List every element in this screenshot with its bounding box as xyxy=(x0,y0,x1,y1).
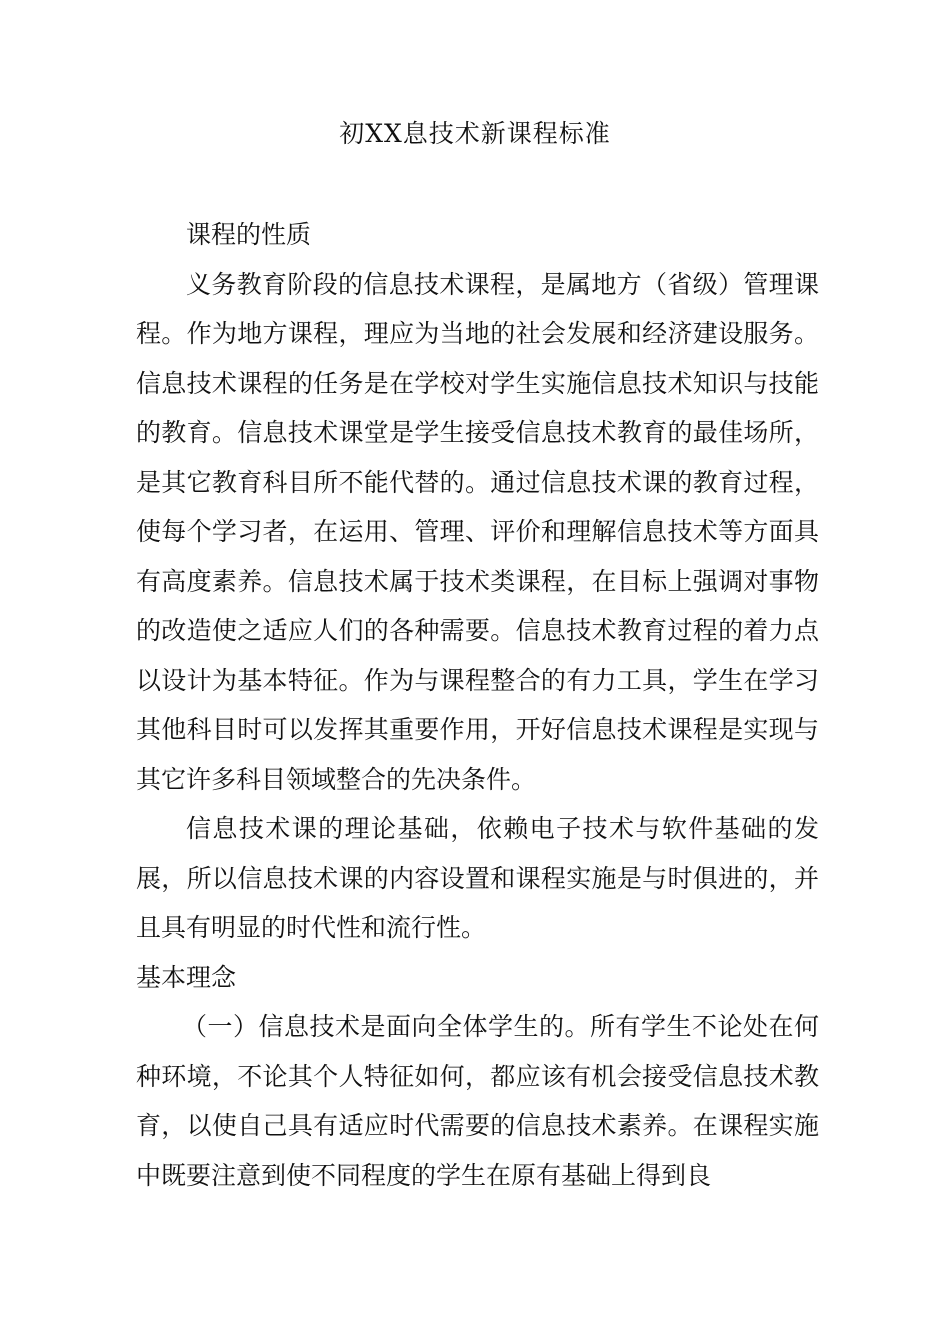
paragraph-concepts-1: （一）信息技术是面向全体学生的。所有学生不论处在何种环境，不论其个人特征如何，都应该有机会接受信息技术教育，以使自己具有适应时代需要的信息技术素养。在课程实施中既要注意到使不同程度的学生在原有基础上得到良 xyxy=(136,1012,819,1190)
section-heading-nature: 课程的性质 xyxy=(186,220,312,249)
document-title: 初XX息技术新课程标准 xyxy=(339,119,611,148)
section-heading-concepts: 基本理念 xyxy=(136,962,237,992)
paragraph-nature-1: 义务教育阶段的信息技术课程，是属地方（省级）管理课程。作为地方课程，理应为当地的社会发展和经济建设服务。信息技术课程的任务是在学校对学生实施信息技术知识与技能的教育。信息技术课堂是学生接受信息技术教育的最佳场所，是其它教育科目所不能代替的。通过信息技术课的教育过程，使每个学习者，在运用、管理、评价和理解信息技术等方面具有高度素养。信息技术属于技术类课程，在目标上强调对事物的改造使之适应人们的各种需要。信息技术教育过程的着力点以设计为基本特征。作为与课程整合的有力工具，学生在学习其他科目时可以发挥其重要作用，开好信息技术课程是实现与其它许多科目领域整合的先决条件。 xyxy=(136,269,819,794)
paragraph-nature-2: 信息技术课的理论基础，依赖电子技术与软件基础的发展，所以信息技术课的内容设置和课程实施是与时俱进的，并且具有明显的时代性和流行性。 xyxy=(136,814,819,942)
document-body xyxy=(136,210,819,1200)
